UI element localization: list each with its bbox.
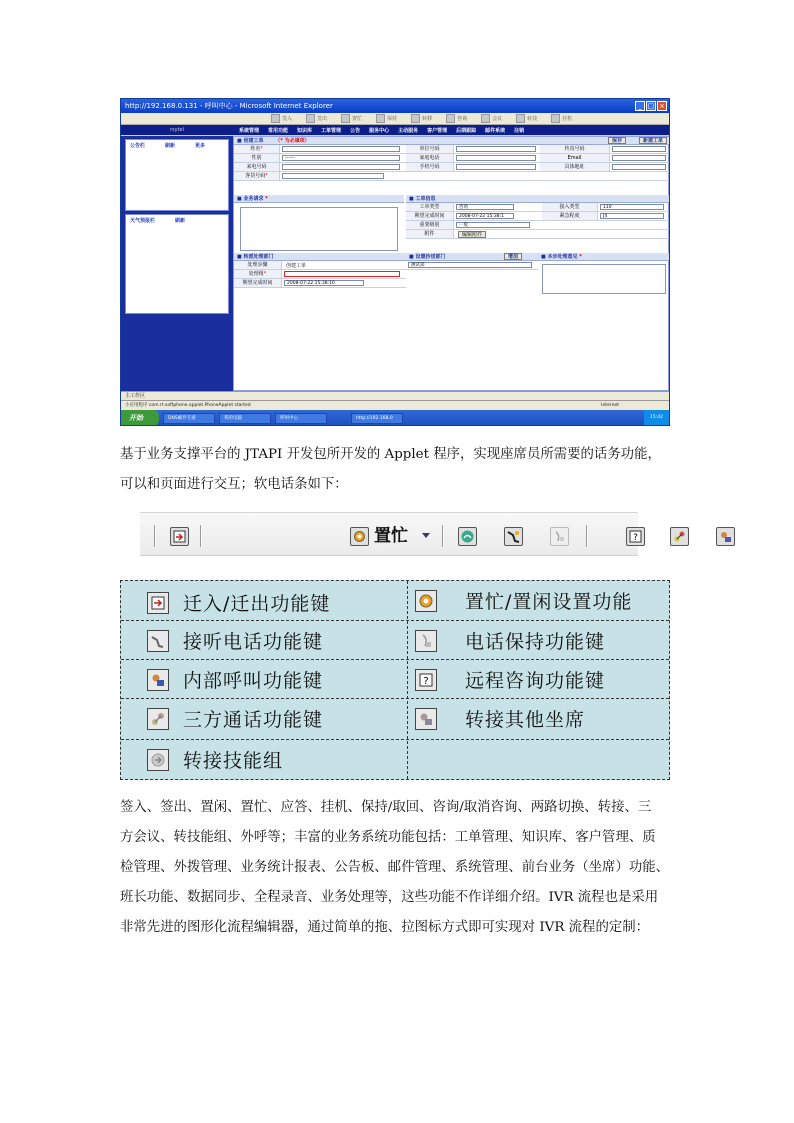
menu-item[interactable]: 知识库 — [297, 127, 313, 134]
legend-text: 转接其他坐席 — [465, 709, 586, 731]
consult-icon — [415, 669, 437, 691]
window-titlebar — [121, 99, 669, 113]
intro-line: 基于业务支撑平台的 JTAPI 开发包所开发的 Applet 程序，实现座席员所需要的话务功能， — [120, 447, 661, 462]
skill-group-icon — [147, 749, 169, 771]
email-label: Email — [540, 154, 610, 162]
importance-select[interactable]: 一般 — [456, 222, 530, 228]
minimize-icon[interactable]: _ — [635, 101, 645, 111]
cc-dept-title: 设置抄送部门 — [415, 254, 446, 260]
toolbar-button[interactable]: 保持 — [376, 114, 397, 123]
taskbar-item[interactable]: http://192.168.0 — [351, 413, 403, 424]
toolbar-button[interactable]: 咨询 — [446, 114, 467, 123]
function-key-table — [120, 580, 670, 780]
close-icon[interactable]: × — [657, 101, 667, 111]
expect-time-label: 期望完成时间 — [406, 212, 454, 220]
maximize-icon[interactable]: □ — [647, 102, 655, 110]
hangup-icon[interactable] — [504, 527, 523, 546]
taskbar-item[interactable]: DNS邮件专递 — [163, 413, 215, 424]
legend-cell — [143, 699, 323, 738]
opinion-section: ■ 本步处理意见 * — [538, 253, 670, 297]
menu-item[interactable]: 邮件系统 — [485, 127, 506, 134]
announcement-title: 公告栏 — [130, 143, 146, 149]
start-button[interactable]: 开始 — [121, 410, 159, 426]
new-ticket-button[interactable]: 新建工单 — [639, 137, 667, 144]
business-request-section: ■ 业务请求 * — [234, 195, 404, 255]
legend-text: 接听电话功能键 — [183, 631, 324, 653]
caller-id-label: 客货号码 — [245, 173, 266, 179]
gender-label: 性别 — [234, 154, 280, 162]
transfer-icon — [415, 708, 437, 730]
legend-cell — [143, 660, 323, 699]
svg-text:?: ? — [633, 533, 638, 543]
workspace-tab-label: 主工作区 — [125, 393, 146, 399]
name-input[interactable] — [282, 146, 400, 152]
app-menubar — [121, 125, 669, 135]
importance-label: 重要级别 — [406, 221, 454, 229]
toolbar-button[interactable]: 挂机 — [551, 114, 572, 123]
step-value: 创建工单 — [286, 262, 307, 269]
busy-label[interactable]: 置忙 — [374, 526, 408, 546]
taskbar-item[interactable]: 我的电脑 — [219, 413, 271, 424]
toolbar-button[interactable]: 置忙 — [341, 114, 362, 123]
menu-item[interactable]: 后期跟踪 — [456, 127, 477, 134]
transfer-time-label: 期望完成时间 — [234, 279, 282, 287]
body-line: 方会议、转技能组、外呼等；丰富的业务系统功能包括：工单管理、知识库、客户管理、质 — [120, 830, 656, 845]
toolbar-button[interactable]: 会议 — [481, 114, 502, 123]
ticket-type-label: 工单类型 — [406, 203, 454, 211]
work-area — [233, 136, 669, 391]
menu-item[interactable]: 常用功能 — [268, 127, 289, 134]
menu-item[interactable]: 注销 — [514, 127, 525, 134]
home-phone-input[interactable] — [456, 155, 536, 161]
menu-item[interactable]: 系统管理 — [239, 127, 260, 134]
legend-text: 远程咨询功能键 — [465, 670, 606, 692]
toolbar-button[interactable]: 转技 — [516, 114, 537, 123]
legend-text: 三方通话功能键 — [183, 709, 324, 731]
access-type-label: 接入类型 — [542, 203, 598, 211]
required-note: （* 为必填项） — [275, 138, 310, 144]
mobile-input[interactable] — [456, 164, 536, 170]
window-controls — [635, 101, 667, 111]
svg-text:?: ? — [423, 675, 429, 687]
legend-cell — [143, 621, 323, 660]
internal-call-icon — [147, 669, 169, 691]
weather-panel — [125, 214, 229, 314]
create-ticket-title: 创建工单 — [243, 138, 264, 144]
softphone-toolbar — [121, 113, 669, 125]
chevron-down-icon[interactable] — [422, 533, 430, 538]
attachment-label: 附件 — [406, 230, 454, 238]
conference-icon — [147, 708, 169, 730]
windows-taskbar — [121, 410, 669, 426]
group-select[interactable] — [284, 271, 400, 277]
separator — [154, 525, 156, 547]
gender-select[interactable]: ------ — [282, 155, 400, 161]
address-label: 具体地址 — [540, 163, 610, 171]
email-input[interactable] — [612, 155, 666, 161]
window-title: http://192.168.0.131 - 呼叫中心 - Microsoft Internet Explorer — [125, 102, 333, 110]
announcement-more[interactable]: 更多 — [195, 143, 206, 149]
answer-icon — [147, 630, 169, 652]
create-ticket-section: ■ 创建工单 （* 为必填项） 保存 新建工单 姓名* 性别 ------ 来电号码 客货号码* 单位号码 家庭电话 手机号码 传真号码 Email 具体地址 — [234, 137, 670, 181]
body-line: 检管理、外拨管理、业务统计报表、公告板、邮件管理、系统管理、前台业务（坐席）功能、 — [120, 860, 670, 875]
separator — [442, 525, 444, 547]
body-line: 非常先进的图形化流程编辑器，通过简单的拖、拉图标方式即可实现对 IVR 流程的定制： — [120, 920, 650, 935]
taskbar-item[interactable]: 呼叫中心 — [275, 413, 327, 424]
separator — [200, 525, 202, 547]
group-label: 处理组 — [248, 271, 264, 277]
legend-cell — [411, 581, 632, 620]
urgency-label: 紧急程度 — [542, 212, 598, 220]
legend-text: 置忙/置闲设置功能 — [465, 591, 633, 613]
hold-icon — [415, 630, 437, 652]
legend-text: 内部呼叫功能键 — [183, 670, 324, 692]
consult-icon[interactable] — [626, 527, 645, 546]
legend-text: 电话保持功能键 — [465, 631, 606, 653]
home-phone-label: 家庭电话 — [406, 154, 454, 162]
legend-cell — [143, 583, 330, 622]
security-zone: Internet — [601, 403, 619, 408]
features-paragraph — [120, 793, 672, 943]
body-line: 签入、签出、置闲、置忙、应答、挂机、保持/取回、咨询/取消咨询、两路切换、转接、三 — [120, 800, 652, 815]
name-label: 姓名 — [250, 146, 261, 152]
legend-cell — [143, 740, 283, 779]
add-cc-button[interactable]: 增加 — [504, 253, 522, 260]
toolbar-button[interactable]: 转移 — [411, 114, 432, 123]
address-input[interactable] — [612, 164, 666, 170]
incoming-input[interactable] — [282, 164, 400, 170]
mobile-label: 手机号码 — [406, 163, 454, 171]
ticket-info-section — [406, 195, 670, 239]
checkin-icon[interactable] — [170, 527, 189, 546]
announcement-refresh[interactable]: 刷新 — [165, 143, 176, 149]
fax-label: 传真号码 — [540, 145, 610, 153]
workspace-tab[interactable] — [121, 391, 669, 400]
answer-icon[interactable] — [458, 527, 477, 546]
system-clock: 15:42 — [644, 410, 669, 426]
weather-title: 天气预报栏 — [130, 218, 156, 224]
legend-cell — [411, 660, 605, 699]
transfer-dept-section: ■ 转派处理部门 处理步骤 创建工单 处理组* 期望完成时间 2008-07-22 15:38:10 — [234, 253, 406, 288]
caller-id-input[interactable] — [282, 173, 384, 179]
company-phone-input[interactable] — [456, 146, 536, 152]
checkin-icon — [147, 592, 169, 614]
announcement-panel — [125, 139, 229, 211]
business-request-textarea[interactable] — [240, 207, 398, 251]
current-user: rsytel — [169, 127, 185, 133]
legend-cell — [411, 699, 585, 738]
legend-text: 转接技能组 — [183, 750, 284, 772]
weather-refresh[interactable]: 刷新 — [175, 218, 186, 224]
urgency-select[interactable]: J4 — [600, 213, 664, 219]
left-sidebar — [125, 139, 229, 317]
menu-item[interactable]: 公告 — [350, 127, 361, 134]
cc-dept-select[interactable]: 测试部 — [408, 262, 532, 268]
company-phone-label: 单位号码 — [406, 145, 454, 153]
business-request-title: 业务请求 — [243, 196, 264, 202]
opinion-title: 本步处理意见 — [547, 254, 578, 260]
toolbar-button[interactable]: 签入 — [271, 114, 292, 123]
column-divider — [407, 581, 408, 779]
main-area — [121, 136, 669, 391]
cc-dept-section — [406, 253, 538, 270]
busy-icon[interactable] — [350, 527, 369, 546]
transfer-dept-title: 转派处理部门 — [243, 254, 274, 260]
ie-screenshot — [120, 98, 670, 426]
status-text: 小应用程序 com.rt.softphone.applet.PhoneApplet started — [125, 403, 251, 408]
busy-icon — [415, 590, 437, 612]
save-button[interactable]: 保存 — [608, 137, 626, 144]
toolbar-button[interactable]: 签出 — [306, 114, 327, 123]
step-label: 处理步骤 — [234, 261, 282, 269]
separator — [586, 525, 588, 547]
expect-time-input[interactable]: 2008-07-22 15:38:1 — [456, 213, 514, 219]
intro-line: 可以和页面进行交互；软电话条如下： — [120, 477, 348, 492]
incoming-label: 来电号码 — [234, 163, 280, 171]
ticket-info-title: 工单信息 — [415, 196, 436, 202]
intro-paragraph — [120, 440, 672, 500]
transfer-time-input[interactable]: 2008-07-22 15:38:10 — [284, 280, 364, 286]
menu-item[interactable]: 主动服务 — [398, 127, 419, 134]
legend-cell — [411, 621, 605, 660]
menu-item[interactable]: 客户管理 — [427, 127, 448, 134]
edit-attachment-button[interactable]: 编辑附件 — [458, 231, 486, 238]
body-line: 班长功能、数据同步、全程录音、业务处理等，这些功能不作详细介绍。IVR 流程也是采用 — [120, 890, 659, 905]
conference-icon[interactable] — [670, 527, 689, 546]
access-type-select[interactable]: 110 — [600, 204, 664, 210]
softphone-bar — [140, 512, 638, 556]
menu-items — [233, 127, 524, 134]
transfer-icon[interactable] — [716, 527, 735, 546]
opinion-textarea[interactable] — [542, 264, 666, 294]
legend-text: 迁入/迁出功能键 — [183, 593, 331, 615]
fax-input[interactable] — [612, 146, 666, 152]
ticket-type-select[interactable]: 咨询 — [456, 204, 514, 210]
menu-item[interactable]: 服务中心 — [369, 127, 390, 134]
status-bar — [121, 400, 669, 410]
hold-icon[interactable] — [550, 527, 569, 546]
menu-item[interactable]: 工单管理 — [321, 127, 342, 134]
